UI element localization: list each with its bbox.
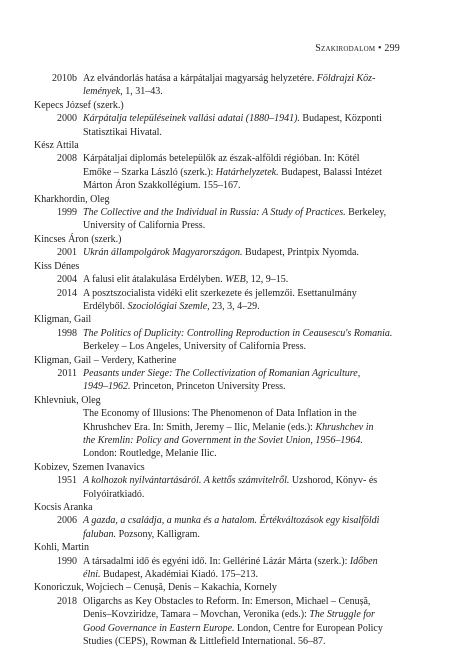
bib-year: 2011 bbox=[57, 367, 77, 379]
running-header bbox=[315, 42, 400, 55]
bib-entry bbox=[34, 595, 406, 649]
bib-year: 1998 bbox=[57, 327, 77, 339]
bib-italic-segment: Khrushchev in bbox=[315, 421, 374, 433]
bib-author: Kligman, Gail bbox=[34, 314, 92, 326]
bib-entry bbox=[34, 72, 406, 99]
bib-year bbox=[34, 407, 83, 461]
bib-segment: Budapest, Akadémiai Kiadó. 175–213. bbox=[100, 569, 258, 581]
bib-text-line bbox=[83, 407, 406, 420]
bib-text-line bbox=[83, 300, 406, 313]
bib-year: 2006 bbox=[57, 515, 77, 527]
bib-italic-segment: Időben bbox=[349, 555, 378, 567]
bib-entry bbox=[34, 112, 406, 139]
bib-segment: Budapest, Központi bbox=[299, 113, 382, 125]
bib-year: 2010b bbox=[52, 73, 77, 84]
bib-segment: London: Routledge, Melanie Ilic. bbox=[83, 448, 217, 460]
bib-text-line bbox=[83, 434, 406, 447]
bib-text-line bbox=[83, 608, 406, 621]
bib-text-line bbox=[83, 112, 406, 125]
bib-segment: Erdélyből. bbox=[83, 300, 128, 312]
bib-entry bbox=[34, 327, 406, 354]
bib-italic-segment: faluban. bbox=[83, 528, 117, 540]
bib-author: Kész Attila bbox=[34, 140, 79, 152]
bib-italic-segment: Peasants under Siege: The Collectivization of Romanian Agriculture, bbox=[83, 367, 361, 379]
bib-year: 1951 bbox=[57, 475, 77, 487]
bib-text bbox=[83, 152, 406, 192]
bib-text bbox=[83, 246, 406, 259]
bib-author: Kiss Dénes bbox=[34, 260, 80, 272]
bib-author: Kohli, Martin bbox=[34, 542, 89, 554]
bib-segment: Denis–Kovziridze, Tamara – Movchan, Veronika (eds.): bbox=[83, 609, 310, 621]
bib-text-line bbox=[83, 447, 406, 460]
bib-segment: Khrushchev Era. In: Smith, Jeremy – Ilic, Melanie (eds.): bbox=[83, 421, 316, 433]
bib-author: Kligman, Gail – Verdery, Katherine bbox=[34, 354, 177, 366]
bib-text-line bbox=[83, 421, 406, 434]
bib-text bbox=[83, 514, 406, 541]
bib-segment: Berkeley – Los Angeles, University of California Press. bbox=[83, 341, 307, 353]
bib-segment: 23, 3, 4–29. bbox=[209, 300, 260, 312]
bib-text-line bbox=[83, 488, 406, 501]
bib-segment: Folyóiratkiadó. bbox=[83, 488, 145, 500]
bib-segment: A falusi elit átalakulása Erdélyben. bbox=[83, 274, 226, 286]
bib-text bbox=[83, 206, 406, 233]
bib-text-line bbox=[83, 179, 406, 192]
bib-segment: , 1, 31–43. bbox=[120, 86, 163, 98]
bib-italic-segment: Kárpátalja településeinek vallási adatai (1880–1941). bbox=[83, 113, 300, 125]
bib-text-line bbox=[83, 152, 406, 165]
bib-entry bbox=[34, 273, 406, 286]
bib-segment: Az elvándorlás hatása a kárpátaljai magyarság helyzetére. bbox=[83, 73, 317, 84]
bib-text bbox=[83, 112, 406, 139]
bib-entry bbox=[34, 367, 406, 394]
bib-entry bbox=[34, 555, 406, 582]
bib-text bbox=[83, 273, 406, 286]
bib-text bbox=[83, 367, 406, 394]
bib-text-line bbox=[83, 340, 406, 353]
bib-segment: Emőke – Szarka László (szerk.): bbox=[83, 166, 216, 178]
bib-year: 1999 bbox=[57, 207, 77, 219]
bib-year: 2018 bbox=[57, 595, 77, 607]
bib-text-line bbox=[83, 595, 406, 608]
bib-segment: London, Centre for European Policy bbox=[234, 622, 383, 634]
bib-text bbox=[83, 287, 406, 314]
bib-italic-segment: Földrajzi Köz- bbox=[316, 73, 376, 84]
bib-author: Kocsis Aranka bbox=[34, 502, 93, 513]
bib-italic-segment: WEB, bbox=[225, 274, 249, 286]
bib-segment: Pozsony, Kalligram. bbox=[116, 528, 200, 540]
bibliography-list bbox=[34, 72, 406, 648]
bib-entry bbox=[34, 152, 406, 192]
bib-author: Khlevniuk, Oleg bbox=[34, 394, 101, 406]
bib-text-line bbox=[83, 72, 406, 85]
bib-text-line bbox=[83, 514, 406, 527]
bib-text-line bbox=[83, 287, 406, 300]
bib-segment: Uzshorod, Könyv- és bbox=[289, 475, 378, 487]
bib-italic-segment: élni. bbox=[83, 569, 101, 581]
bib-entry bbox=[34, 407, 406, 461]
page-number: 299 bbox=[384, 43, 400, 54]
bib-italic-segment: The Struggle for bbox=[309, 609, 375, 621]
bib-segment: A posztszocialista vidéki elit szerkezete és jellemzői. Esettanulmány bbox=[83, 287, 357, 299]
bib-text-line bbox=[83, 380, 406, 393]
bib-text bbox=[83, 474, 406, 501]
bib-text-line bbox=[83, 474, 406, 487]
bib-text-line bbox=[83, 219, 406, 232]
bib-italic-segment: the Kremlin: Policy and Government in the Soviet Union, 1956–1964. bbox=[83, 434, 363, 446]
bib-year: 2001 bbox=[57, 247, 77, 259]
bib-year: 2014 bbox=[57, 287, 77, 299]
bib-text-line bbox=[83, 273, 406, 286]
bib-segment: Budapest, Printpix Nyomda. bbox=[242, 247, 359, 259]
bib-segment: A társadalmi idő és egyéni idő. In: Gellériné Lázár Márta (szerk.): bbox=[83, 555, 350, 567]
bib-text bbox=[83, 72, 406, 99]
bib-segment: Statisztikai Hivatal. bbox=[83, 126, 162, 138]
bib-text-line bbox=[83, 166, 406, 179]
bib-year: 2000 bbox=[57, 113, 77, 125]
bib-text-line bbox=[83, 206, 406, 219]
bib-entry bbox=[34, 514, 406, 541]
bib-italic-segment: 1949–1962. bbox=[83, 381, 131, 393]
bib-entry bbox=[34, 474, 406, 501]
bib-italic-segment: Határhelyzetek. bbox=[215, 166, 279, 178]
bib-segment: Oligarchs as Key Obstacles to Reform. In: Emerson, Michael – Cenușă, bbox=[83, 595, 371, 607]
bib-author: Kepecs József (szerk.) bbox=[34, 99, 124, 111]
bib-italic-segment: The Politics of Duplicity: Controlling Reproduction in Ceausescu's Romania. bbox=[83, 327, 393, 339]
bib-segment: University of California Press. bbox=[83, 220, 206, 232]
bib-year: 1990 bbox=[57, 555, 77, 567]
bib-year: 2004 bbox=[57, 274, 77, 286]
bib-text-line bbox=[83, 555, 406, 568]
header-separator: • bbox=[377, 43, 382, 54]
bib-text-line bbox=[83, 327, 406, 340]
bib-italic-segment: lemények bbox=[83, 86, 121, 98]
bib-text-line bbox=[83, 367, 406, 380]
bib-text-line bbox=[83, 126, 406, 139]
bib-italic-segment: The Collective and the Individual in Russia: A Study of Practices. bbox=[83, 207, 346, 219]
bib-italic-segment: Good Governance in Eastern Europe. bbox=[83, 622, 235, 634]
bib-author: Konoriczuk, Wojciech – Cenușă, Denis – Kakachia, Kornely bbox=[34, 582, 277, 594]
bib-italic-segment: A gazda, a családja, a munka és a hatalom. Értékváltozások egy kisalföldi bbox=[83, 515, 380, 527]
bib-author: Kharkhordin, Oleg bbox=[34, 193, 110, 205]
bib-entry bbox=[34, 206, 406, 233]
bib-entry bbox=[34, 246, 406, 259]
bib-italic-segment: Ukrán állampolgárok Magyarországon. bbox=[83, 247, 243, 259]
bib-text-line bbox=[83, 85, 406, 98]
bib-text-line bbox=[83, 528, 406, 541]
bib-text bbox=[83, 327, 406, 354]
bib-text bbox=[83, 407, 406, 461]
bib-segment: Márton Áron Szakkollégium. 155–167. bbox=[83, 180, 241, 192]
bib-year: 2008 bbox=[57, 153, 77, 165]
bib-text-line bbox=[83, 622, 406, 635]
bib-segment: Budapest, Balassi Intézet bbox=[278, 166, 382, 178]
bib-segment: Kárpátaljai diplomás betelepülők az észak-alföldi régióban. In: Kötél bbox=[83, 153, 360, 165]
bib-segment: Berkeley, bbox=[345, 207, 387, 219]
bib-segment: 12, 9–15. bbox=[248, 274, 289, 286]
bib-author: Kincses Áron (szerk.) bbox=[34, 233, 122, 245]
bib-segment: Princeton, Princeton University Press. bbox=[130, 381, 286, 393]
bib-author: Kobizev, Szemen Ivanavics bbox=[34, 461, 145, 473]
bib-text bbox=[83, 555, 406, 582]
bib-text bbox=[83, 595, 406, 649]
bib-text-line bbox=[83, 635, 406, 648]
bib-segment: Studies (CEPS), Rowman & Littlefield International. 56–87. bbox=[83, 636, 326, 648]
bib-italic-segment: A kolhozok nyilvántartásáról. A kettős számvitelről. bbox=[83, 475, 290, 487]
running-title: Szakirodalom bbox=[315, 43, 376, 54]
bib-text-line bbox=[83, 568, 406, 581]
bib-text-line bbox=[83, 246, 406, 259]
bib-entry bbox=[34, 287, 406, 314]
bib-italic-segment: Szociológiai Szemle, bbox=[127, 300, 210, 312]
bib-segment: The Economy of Illusions: The Phenomenon of Data Inflation in the bbox=[83, 408, 357, 420]
